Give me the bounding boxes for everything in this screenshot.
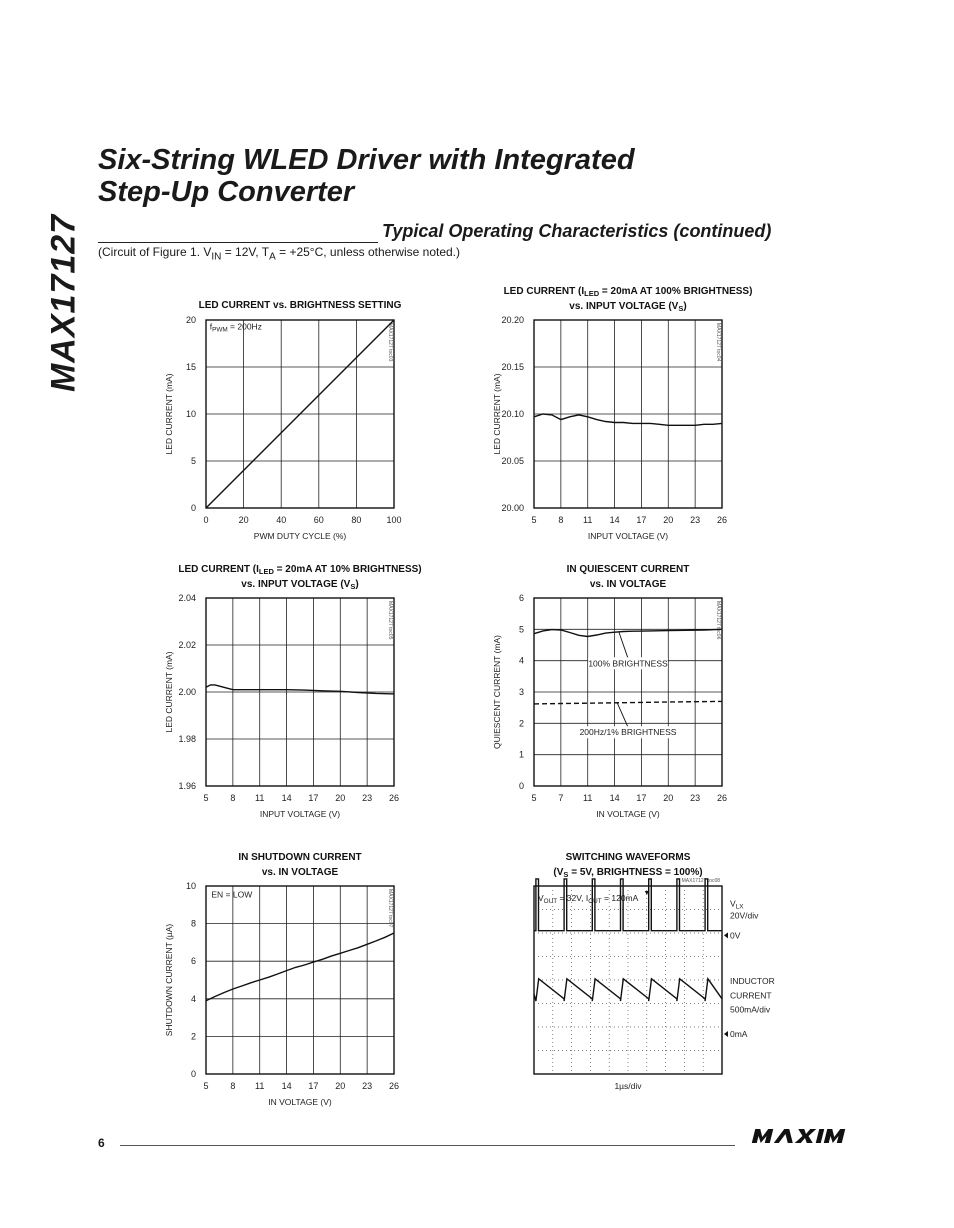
x-tick-label: 14	[609, 515, 620, 525]
y-axis-label: LED CURRENT (mA)	[164, 373, 174, 455]
annotation-leader	[619, 632, 628, 658]
figure-id: MAX17127 toc03	[387, 323, 393, 362]
y-tick-label: 0	[190, 503, 196, 513]
x-tick-label: 20	[335, 1081, 346, 1091]
channel-label: 500mA/div	[730, 1004, 771, 1015]
chart-svg	[150, 562, 480, 832]
y-tick-label: 20.20	[501, 315, 524, 325]
channel-label: INDUCTOR	[730, 976, 775, 987]
figure-id: MAX17127 toc07	[387, 889, 393, 928]
chart-svg	[478, 562, 808, 832]
chart-led-current-vs-brightness	[150, 284, 480, 554]
x-tick-label: 23	[362, 1081, 373, 1091]
x-tick-label: 5	[203, 793, 209, 803]
y-tick-label: 15	[185, 362, 196, 372]
x-tick-label: 5	[531, 515, 537, 525]
part-number-text: MAX17127	[44, 213, 83, 393]
x-tick-label: 14	[609, 793, 620, 803]
y-tick-label: 6	[190, 956, 196, 967]
series-line	[206, 685, 394, 694]
chart-quiescent-current-vs-in-voltage	[478, 562, 808, 832]
figure-id: MAX17127 toc08	[681, 878, 720, 884]
x-tick-label: 23	[690, 793, 701, 803]
chart-title-line: LED CURRENT ($I_{LED} = 20mA$ AT 100% BRIGHTNESS)	[503, 286, 753, 298]
y-tick-label: 20.15	[501, 362, 524, 372]
chart-annotation: 100% BRIGHTNESS	[588, 658, 668, 669]
series-line	[534, 701, 722, 704]
chart-annotation: $f_{PWM} = 200Hz$	[209, 321, 262, 334]
y-tick-label: 1.98	[178, 734, 196, 744]
x-tick-label: 0	[203, 515, 209, 525]
chart-svg	[150, 850, 480, 1120]
x-tick-label: 26	[388, 793, 400, 803]
chart-title-line: LED CURRENT ($I_{LED} = 20mA$ AT 10% BRIGHTNESS)	[178, 564, 422, 576]
y-tick-label: 2	[190, 1031, 196, 1042]
x-axis-label: 1µs/div	[614, 1081, 642, 1091]
y-axis-label: LED CURRENT (mA)	[492, 373, 502, 455]
page-number: 6	[98, 1136, 105, 1150]
y-tick-label: 1.96	[178, 781, 196, 791]
chart-svg	[478, 284, 808, 554]
y-axis-label: SHUTDOWN CURRENT (µA)	[164, 923, 174, 1037]
y-tick-label: 6	[518, 593, 524, 603]
x-tick-label: 8	[230, 793, 236, 803]
y-tick-label: 20.10	[501, 409, 524, 419]
x-tick-label: 26	[388, 1081, 400, 1091]
x-tick-label: 5	[531, 793, 537, 803]
chart-title-line: IN SHUTDOWN CURRENT	[238, 852, 362, 863]
chart-title-line: vs. IN VOLTAGE	[261, 867, 339, 878]
y-tick-label: 8	[190, 918, 196, 929]
y-tick-label: 20	[185, 315, 196, 325]
y-tick-label: 0	[190, 1069, 196, 1079]
y-tick-label: 4	[190, 993, 196, 1004]
x-axis-label: PWM DUTY CYCLE (%)	[253, 531, 347, 541]
part-number-vertical	[40, 213, 88, 393]
chart-title-line: vs. INPUT VOLTAGE $(V_S)$	[569, 301, 687, 313]
figure-id: MAX17127 toc06	[715, 601, 721, 640]
x-tick-label: 8	[558, 515, 564, 525]
x-tick-label: 20	[663, 793, 674, 803]
series-line	[206, 933, 394, 1001]
title-line-2: Step-Up Converter	[98, 176, 355, 208]
x-axis-label: IN VOLTAGE (V)	[268, 1097, 332, 1107]
section-rule	[98, 242, 378, 243]
x-axis-label: IN VOLTAGE (V)	[596, 809, 660, 819]
y-tick-label: 2	[518, 718, 524, 729]
x-tick-label: 26	[716, 793, 728, 803]
chart-title-line: vs. INPUT VOLTAGE $(V_S)$	[241, 579, 359, 591]
chart-title-line: IN QUIESCENT CURRENT	[566, 564, 690, 575]
x-tick-label: 17	[308, 793, 319, 803]
x-tick-label: 17	[636, 793, 647, 803]
channel-label: 0mA	[730, 1029, 748, 1040]
chart-svg	[150, 284, 480, 554]
x-axis-label: INPUT VOLTAGE (V)	[259, 809, 341, 819]
document-title	[98, 144, 818, 208]
x-tick-label: 26	[716, 515, 728, 525]
ground-marker-icon	[724, 932, 728, 938]
y-tick-label: 1	[518, 749, 524, 760]
y-tick-label: 10	[185, 409, 196, 419]
y-tick-label: 0	[518, 781, 524, 791]
y-tick-label: 4	[518, 655, 524, 666]
chart-title-line: vs. IN VOLTAGE	[589, 579, 667, 590]
y-axis-label: LED CURRENT (mA)	[164, 651, 174, 733]
maxim-logo-icon	[748, 1126, 856, 1146]
x-tick-label: 14	[281, 1081, 292, 1091]
x-tick-label: 20	[238, 515, 249, 525]
x-tick-label: 8	[230, 1081, 236, 1091]
y-tick-label: 5	[518, 624, 524, 635]
y-tick-label: 10	[185, 881, 196, 891]
series-line	[534, 629, 722, 636]
chart-svg	[478, 850, 808, 1120]
chart-title-line: LED CURRENT vs. BRIGHTNESS SETTING	[198, 300, 402, 311]
x-axis-label: INPUT VOLTAGE (V)	[587, 531, 669, 541]
channel-label: 20V/div	[730, 910, 759, 921]
x-tick-label: 11	[583, 793, 593, 803]
x-tick-label: 5	[203, 1081, 209, 1091]
y-tick-label: 2.02	[178, 640, 196, 650]
chart-led-current-10pct-vs-input-voltage	[150, 562, 480, 832]
y-tick-label: 20.00	[501, 503, 524, 513]
channel-label: 0V	[730, 930, 741, 941]
test-conditions: (Circuit of Figure 1. $V_{IN} = 12V$, $T_A = +25^\circ C$, unless otherwise noted.)	[98, 245, 461, 263]
chart-title-line: SWITCHING WAVEFORMS	[565, 852, 691, 863]
chart-led-current-100pct-vs-input-voltage	[478, 284, 808, 554]
series-line	[534, 414, 722, 425]
ground-marker-icon	[724, 1031, 728, 1037]
y-tick-label: 5	[190, 456, 196, 466]
x-tick-label: 60	[313, 515, 324, 525]
chart-annotation: 200Hz/1% BRIGHTNESS	[579, 727, 677, 738]
figure-id: MAX17127 toc05	[387, 601, 393, 640]
x-tick-label: 20	[335, 793, 346, 803]
scope-settings: $V_{OUT} = 32V$, $I_{OUT} = 120mA$	[538, 893, 639, 905]
figure-id: MAX17127 toc04	[715, 323, 721, 362]
x-tick-label: 11	[255, 793, 265, 803]
channel-label: CURRENT	[730, 990, 772, 1001]
section-title: Typical Operating Characteristics (continued)	[382, 221, 772, 241]
x-tick-label: 17	[636, 515, 647, 525]
y-tick-label: 20.05	[501, 456, 524, 466]
x-tick-label: 14	[281, 793, 292, 803]
y-tick-label: 2.04	[178, 593, 196, 603]
x-tick-label: 17	[308, 1081, 319, 1091]
y-tick-label: 3	[518, 687, 524, 697]
chart-annotation: EN = LOW	[211, 889, 253, 900]
y-tick-label: 2.00	[178, 687, 196, 697]
x-tick-label: 40	[276, 515, 287, 525]
inductor-current-waveform	[534, 979, 722, 1001]
y-axis-label: QUIESCENT CURRENT (mA)	[492, 635, 502, 749]
plot-frame	[206, 886, 394, 1074]
x-tick-label: 23	[362, 793, 373, 803]
x-tick-label: 23	[690, 515, 701, 525]
footer-rule	[120, 1145, 735, 1146]
x-tick-label: 20	[663, 515, 674, 525]
x-tick-label: 7	[558, 793, 564, 803]
chart-shutdown-current-vs-in-voltage	[150, 850, 480, 1120]
chart-switching-waveforms	[478, 850, 808, 1120]
chart-title-line: ($V_S = 5V$, BRIGHTNESS = 100%)	[553, 867, 703, 879]
x-tick-label: 11	[255, 1081, 265, 1091]
title-line-1: Six-String WLED Driver with Integrated	[98, 144, 635, 176]
x-tick-label: 100	[386, 515, 402, 525]
x-tick-label: 11	[583, 515, 593, 525]
channel-label: $V_{LX}$	[730, 898, 744, 911]
x-tick-label: 80	[351, 515, 362, 525]
